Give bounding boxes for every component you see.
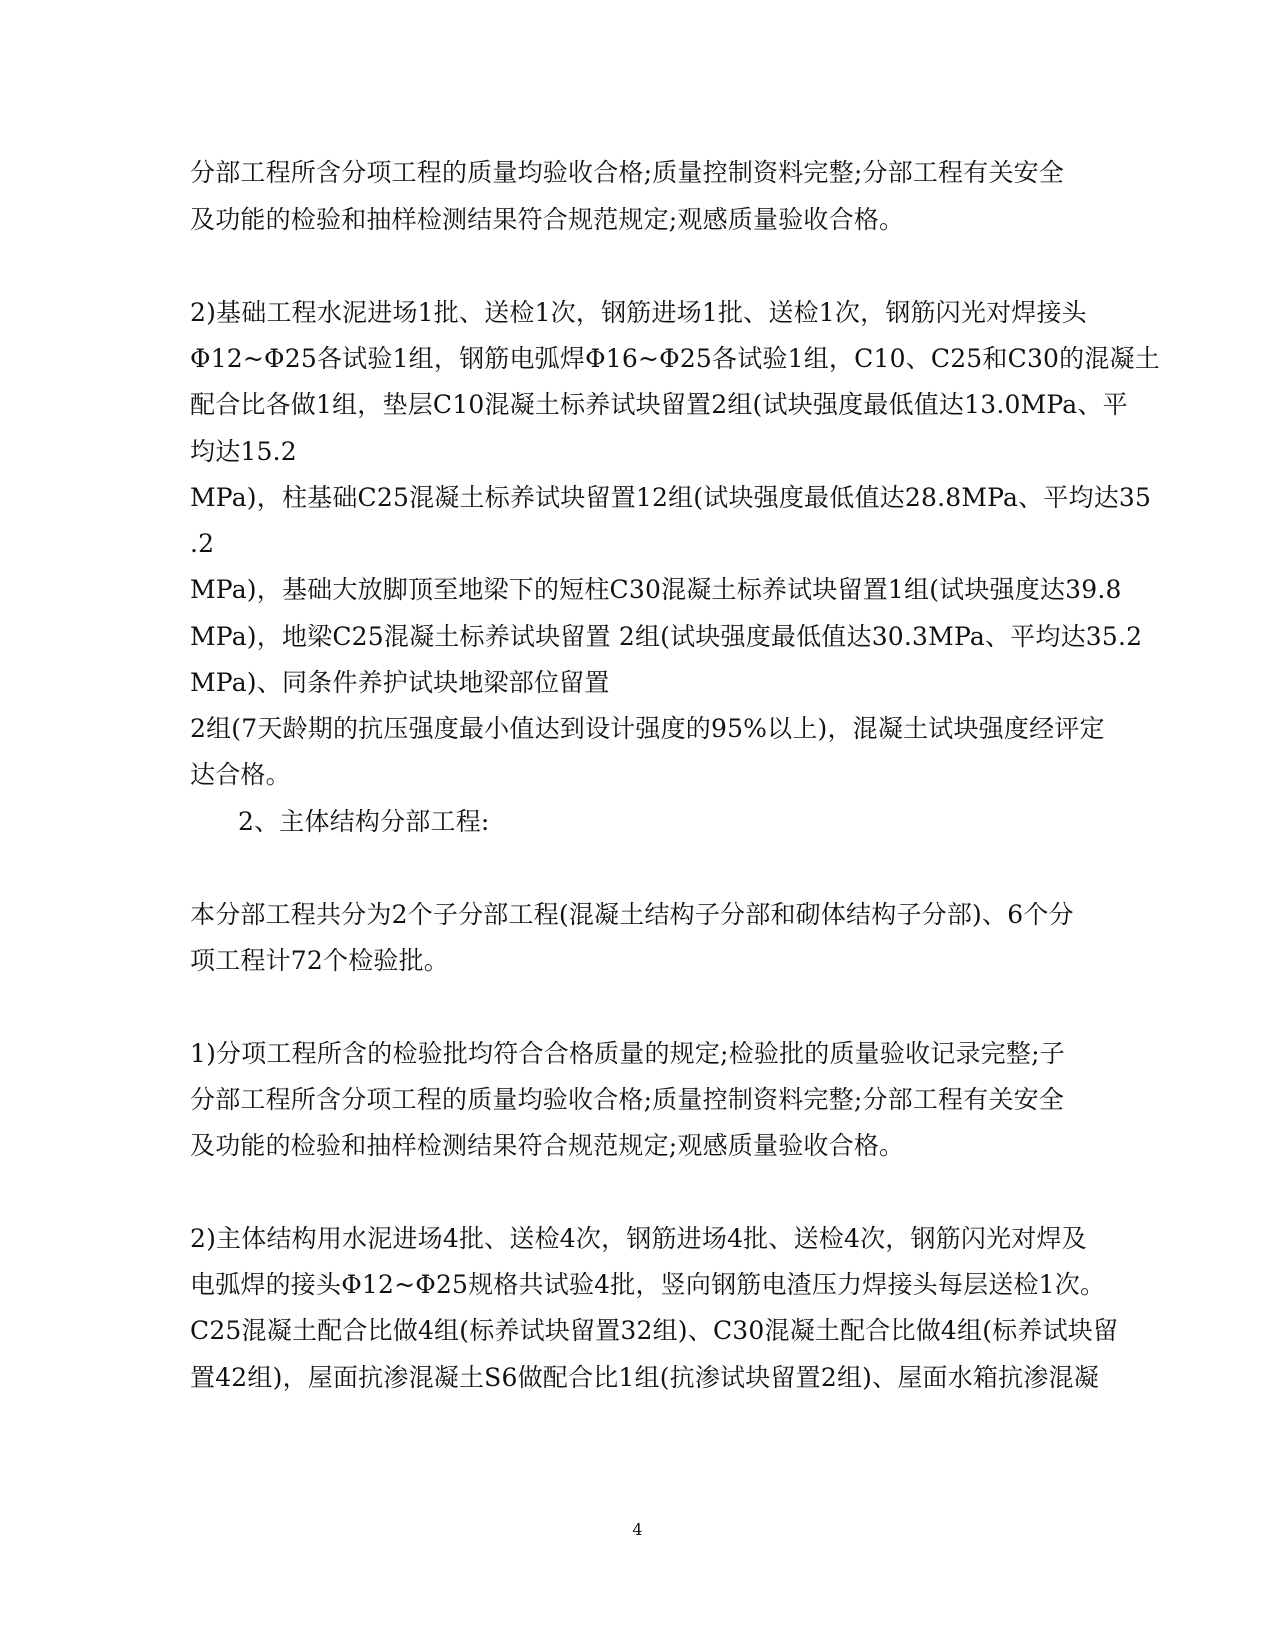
text-line: 配合比各做1组，垫层C10混凝土标养试块留置2组(试块强度最低值达13.0MPa、平 [190, 390, 1128, 419]
text-line: C25混凝土配合比做4组(标养试块留置32组)、C30混凝土配合比做4组(标养试块留 [190, 1316, 1119, 1345]
section-heading: 2、主体结构分部工程: [238, 807, 490, 836]
text-line: 2组(7天龄期的抗压强度最小值达到设计强度的95%以上)，混凝土试块强度经评定 [190, 714, 1105, 743]
text-line: .2 [190, 529, 215, 558]
page-number: 4 [632, 1520, 643, 1539]
text-line: 2)主体结构用水泥进场4批、送检4次，钢筋进场4批、送检4次，钢筋闪光对焊及 [190, 1224, 1087, 1253]
text-line: 分部工程所含分项工程的质量均验收合格;质量控制资料完整;分部工程有关安全 [190, 158, 1065, 187]
text-line: 置42组)，屋面抗渗混凝土S6做配合比1组(抗渗试块留置2组)、屋面水箱抗渗混凝 [190, 1363, 1099, 1392]
text-line: 分部工程所含分项工程的质量均验收合格;质量控制资料完整;分部工程有关安全 [190, 1085, 1065, 1114]
text-line: 1)分项工程所含的检验批均符合合格质量的规定;检验批的质量验收记录完整;子 [190, 1039, 1065, 1068]
text-line: 2)基础工程水泥进场1批、送检1次，钢筋进场1批、送检1次，钢筋闪光对焊接头 [190, 298, 1087, 327]
text-line: 电弧焊的接头Φ12~Φ25规格共试验4批，竖向钢筋电渣压力焊接头每层送检1次。 [190, 1270, 1106, 1299]
text-line: 及功能的检验和抽样检测结果符合规范规定;观感质量验收合格。 [190, 1131, 905, 1160]
text-line: 达合格。 [190, 760, 291, 789]
text-line: MPa)，基础大放脚顶至地梁下的短柱C30混凝土标养试块留置1组(试块强度达39.8 [190, 575, 1122, 604]
text-line: Φ12~Φ25各试验1组，钢筋电弧焊Φ16~Φ25各试验1组，C10、C25和C30的混凝土 [190, 344, 1160, 373]
text-line: 均达15.2 [190, 437, 297, 466]
text-line: MPa)，地梁C25混凝土标养试块留置 2组(试块强度最低值达30.3MPa、平均达35.2 [190, 622, 1143, 651]
text-line: 本分部工程共分为2个子分部工程(混凝土结构子分部和砌体结构子分部)、6个分 [190, 900, 1074, 929]
text-line: MPa)、同条件养护试块地梁部位留置 [190, 668, 610, 697]
text-line: MPa)，柱基础C25混凝土标养试块留置12组(试块强度最低值达28.8MPa、平均达35 [190, 483, 1152, 512]
text-line: 项工程计72个检验批。 [190, 946, 450, 975]
text-line: 及功能的检验和抽样检测结果符合规范规定;观感质量验收合格。 [190, 205, 905, 234]
